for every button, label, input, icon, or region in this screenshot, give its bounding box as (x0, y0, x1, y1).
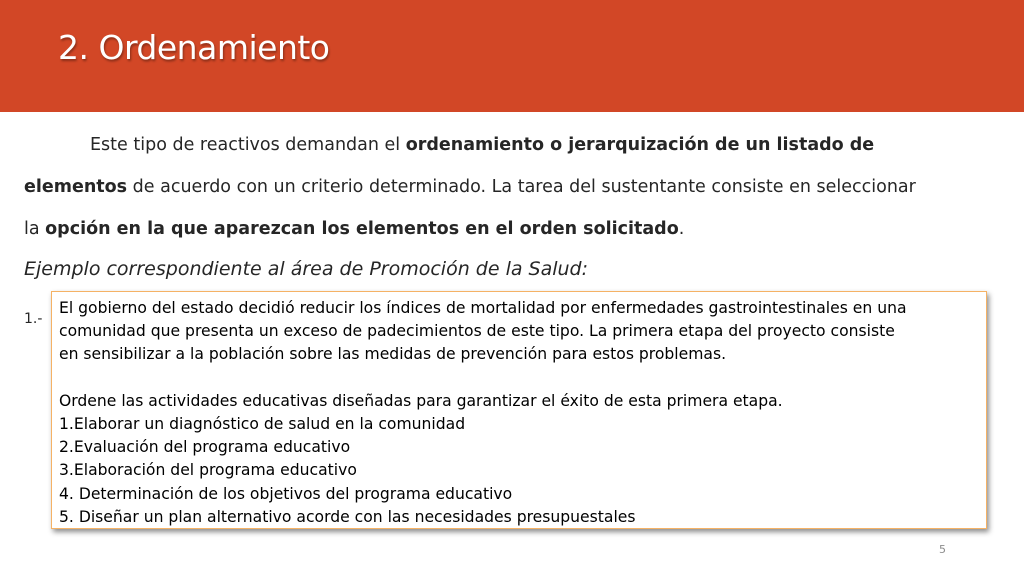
intro-line-1 (24, 124, 1014, 166)
list-item: 3.Elaboración del programa educativo (59, 461, 357, 480)
intro-paragraph (24, 124, 1014, 250)
intro-line-2 (24, 166, 1014, 208)
intro-bold-3: opción en la que aparezcan los elementos en el orden solicitado (45, 219, 679, 239)
intro-bold-2: elementos (24, 177, 128, 197)
intro-text-4: . (678, 219, 685, 239)
list-item: 4. Determinación de los objetivos del programa educativo (59, 484, 513, 503)
example-label: Ejemplo correspondiente al área de Promoción de la Salud: (24, 258, 589, 280)
statement-line: en sensibilizar a la población sobre las medidas de prevención para estos problemas. (59, 345, 727, 364)
statement-line: comunidad que presenta un exceso de padecimientos de este tipo. La primera etapa del proyecto consiste (59, 322, 895, 341)
slide-title: 2. Ordenamiento (58, 28, 330, 67)
intro-bold-1: ordenamiento o jerarquización de un listado de (405, 135, 875, 155)
question-instruction: Ordene las actividades educativas diseñadas para garantizar el éxito de esta primera etapa. (59, 391, 783, 410)
question-number: 1.- (24, 311, 43, 327)
spacer (59, 367, 979, 390)
statement-line: El gobierno del estado decidió reducir los índices de mortalidad por enfermedades gastrointestinales en una (59, 299, 907, 317)
intro-text-1: Este tipo de reactivos demandan el (90, 135, 406, 155)
intro-line-3 (24, 208, 1014, 250)
page-number: 5 (939, 543, 946, 556)
question-box (51, 291, 987, 529)
intro-text-3: la (24, 219, 46, 239)
list-item: 5. Diseñar un plan alternativo acorde con las necesidades presupuestales (59, 507, 636, 526)
intro-text-2: de acuerdo con un criterio determinado. La tarea del sustentante consiste en seleccionar (127, 177, 916, 197)
list-item: 2.Evaluación del programa educativo (59, 438, 351, 457)
list-item: 1.Elaborar un diagnóstico de salud en la comunidad (59, 415, 466, 433)
title-bar (0, 0, 1024, 112)
